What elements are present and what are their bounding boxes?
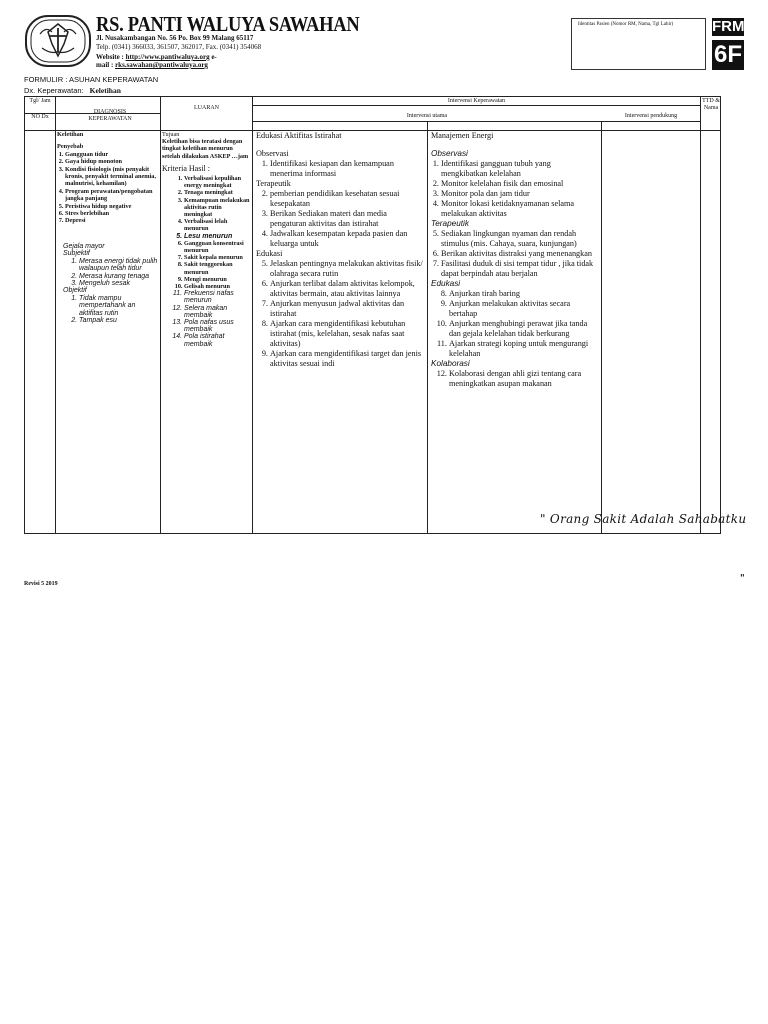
subjektif-label: Subjektif <box>63 250 90 258</box>
kriteria-list <box>162 175 250 348</box>
list-item: 6. Berikan aktivitas distraksi yang menenangkan <box>441 249 598 259</box>
manajemen-energi-cell <box>431 131 598 389</box>
hospital-name: RS. PANTI WALUYA SAWAHAN <box>96 12 360 36</box>
form-code-bottom: 6F <box>713 41 742 68</box>
penyebab-label: Penyebab <box>57 143 84 151</box>
list-item: 6. Stres berlebihan <box>65 210 158 217</box>
observasi-label: Observasi <box>256 149 289 158</box>
list-item: 1. Merasa energi tidak pulih walaupun telah tidur <box>79 258 158 273</box>
objektif-list <box>57 295 158 325</box>
list-item: 7. Sakit kepala menurun <box>184 254 250 261</box>
gejala-label: Gejala mayor <box>63 242 105 250</box>
list-item: 7. Fasilitasi duduk di sisi tempat tidur , jika tidak dapat berpindah atau berjalan <box>441 259 598 279</box>
hospital-logo <box>24 14 92 68</box>
list-item: 1. Identifikasi kesiapan dan kemampuan menerima informasi <box>270 159 424 179</box>
observasi-list <box>256 159 424 179</box>
hospital-phone: Telp. (0341) 366033, 361507, 362017, Fax. (0341) 354068 <box>96 43 262 51</box>
edukasi-label: Edukasi <box>256 249 283 258</box>
terapeutik-label: Terapeutik <box>256 179 291 188</box>
edukasi-label: Edukasi <box>431 279 461 288</box>
list-item: 2. Tampak esu <box>79 317 158 324</box>
luaran-cell <box>162 131 250 348</box>
hospital-website: Website : http://www.pantiwaluya.org e- <box>96 53 217 61</box>
list-item: 3. Mengeluh sesak <box>79 280 158 287</box>
list-item: 4. Program perawatan/pengobatan jangka panjang <box>65 188 158 203</box>
list-item: 5. Peristiwa hidup negative <box>65 203 158 210</box>
email-link[interactable]: rks.sawahan@pantiwaluya.org <box>115 61 208 69</box>
list-item: 1. Gangguan tidur <box>65 151 158 158</box>
list-item: 8. Ajarkan cara mengidentifikasi kebutuhan istirahat (mis, kelelahan, sesak nafas saat aktivitas) <box>270 319 424 349</box>
list-item: 6. Gangguan konsentrasi menurun <box>184 240 250 254</box>
dx-line <box>24 86 121 95</box>
edukasi-list <box>431 289 598 359</box>
observasi-list <box>431 159 598 219</box>
list-item: 5. Lesu menurun <box>184 233 250 240</box>
tujuan-text: Keletihan bisa teratasi dengan tingkat keletihan menurun setelah dilakukan ASKEP …jam <box>162 138 249 160</box>
subjektif-list <box>57 258 158 288</box>
hospital-address: Jl. Nusakambangan No. 56 Po. Box 99 Malang 65117 <box>96 34 254 42</box>
kolaborasi-list <box>431 369 598 389</box>
list-item: 2. Monitor kelelahan fisik dan emosinal <box>441 179 598 189</box>
list-item: 9. Mengi menurun <box>184 276 250 283</box>
header-luaran: LUARAN <box>194 105 219 111</box>
objektif-label: Objektif <box>63 287 87 295</box>
list-item: 11. Frekuensi nafas menurun <box>184 290 250 304</box>
list-item: 13. Pola nafas usus membaik <box>184 319 250 333</box>
list-item: 2. pemberian pendidikan kesehatan sesuai kesepakatan <box>270 189 424 209</box>
form-code-top: FRM <box>712 18 745 35</box>
ttd-cell[interactable] <box>701 131 720 533</box>
list-item: 9. Anjurkan melakukan aktivitas secara bertahap <box>449 299 598 319</box>
edukasi-list <box>256 259 424 369</box>
list-item: 14. Pola istirahat membaik <box>184 333 250 347</box>
header-intervensi-pendukung: Intervensi pendukung <box>624 113 678 119</box>
header-intervensi: Intervensi Keperawatan <box>447 98 506 104</box>
list-item: 7. Anjurkan menyusun jadwal aktivitas dan istirahat <box>270 299 424 319</box>
tujuan-label: Tujuan <box>162 131 180 138</box>
list-item: 1. Tidak mampu mempertahank an aktifitas rutin <box>79 295 158 317</box>
patient-identity-box[interactable] <box>571 18 706 70</box>
list-item: 10. Gelisah menurun <box>184 283 250 290</box>
list-item: 12. Kolaborasi dengan ahli gizi tentang cara meningkatkan asupan makanan <box>449 369 598 389</box>
list-item: 1. Verbalisasi kepulihan energy meningkat <box>184 175 250 189</box>
list-item: 2. Gaya hidup monoton <box>65 158 158 165</box>
edukasi-aktifitas-title: Edukasi Aktifitas Istirahat <box>256 131 342 140</box>
website-link[interactable]: http://www.pantiwaluya.org <box>125 53 210 61</box>
dx-value: Keletihan <box>89 86 121 95</box>
list-item: 3. Berikan Sediakan materi dan media pengaturan aktivitas dan istirahat <box>270 209 424 229</box>
list-item: 2. Tenaga meningkat <box>184 189 250 196</box>
list-item: 2. Merasa kurang tenaga <box>79 273 158 280</box>
header-diagnosis: DIAGNOSIS KEPERAWATAN <box>88 109 132 122</box>
revision-label: Revisi 5 2019 <box>24 581 58 587</box>
header-intervensi-utama: Intervensi utama <box>406 113 448 119</box>
list-item: 3. Kondisi fisiologis (mis penyakit kronis, penyakit terminal anemia, malnutrisi, kehamilan) <box>65 166 158 188</box>
list-item: 4. Jadwalkan kesempatan kepada pasien dan keluarga untuk <box>270 229 424 249</box>
list-item: 12. Selera makan membaik <box>184 305 250 319</box>
list-item: 8. Sakit tenggorokan menurun <box>184 261 250 275</box>
list-item: 6. Anjurkan terlibat dalam aktivitas kelompok, aktivitas bermain, atau aktivitas lainnya <box>270 279 424 299</box>
kolaborasi-label: Kolaborasi <box>431 359 470 368</box>
header-ttd: TTD & Nama <box>702 98 720 111</box>
header-tgl-jam: Tgl/ Jam <box>29 98 51 104</box>
terapeutik-list <box>256 189 424 249</box>
patient-identity-label: Identitas Pasien (Nomor RM, Nama, Tgl Lahir) <box>578 22 674 27</box>
edukasi-aktifitas-cell <box>256 131 424 369</box>
kriteria-label: Kriteria Hasil : <box>162 163 210 173</box>
penyebab-list <box>57 151 158 225</box>
list-item: 9. Ajarkan cara mengidentifikasi target dan jenis aktivitas sesuai indi <box>270 349 424 369</box>
list-item: 3. Kemampuan melakukan aktivitas rutin meningkat <box>184 197 250 219</box>
list-item: 3. Monitor pola dan jam tidur <box>441 189 598 199</box>
diagnosis-cell <box>57 131 158 324</box>
manajemen-energi-title: Manajemen Energi <box>431 131 494 140</box>
list-item: 1. Identifikasi gangguan tubuh yang mengkibatkan kelelahan <box>441 159 598 179</box>
list-item: 11. Ajarkan strategi koping untuk mengurangi kelelahan <box>449 339 598 359</box>
diagnosis-title: Keletihan <box>57 131 84 138</box>
hospital-motto: " Orang Sakit Adalah Sahabatku <box>540 512 747 526</box>
list-item: 10. Anjurkan menghubingi perawat jika tanda dan gejala kelelahan tidak berkurang <box>449 319 598 339</box>
form-title: FORMULIR : ASUHAN KEPERAWATAN <box>24 75 159 84</box>
list-item: 7. Depresi <box>65 217 158 224</box>
quote-mark: " <box>740 574 745 584</box>
terapeutik-list <box>431 229 598 279</box>
header-no-dx: NO Dx <box>31 114 49 120</box>
list-item: 8. Anjurkan tirah baring <box>449 289 598 299</box>
intervensi-pendukung-cell[interactable] <box>602 131 700 533</box>
list-item: 5. Jelaskan pentingnya melakukan aktivitas fisik/ olahraga secara rutin <box>270 259 424 279</box>
list-item: 4. Verbalisasi lelah menurun <box>184 218 250 232</box>
observasi-label: Observasi <box>431 149 468 158</box>
list-item: 5. Sediakan lingkungan nyaman dan rendah stimulus (mis. Cahaya, suara, kunjungan) <box>441 229 598 249</box>
care-plan-table <box>24 96 721 534</box>
hospital-email: mail : rks.sawahan@pantiwaluya.org <box>96 61 208 69</box>
list-item: 4. Monitor lokasi ketidaknyamanan selama melakukan aktivitas <box>441 199 598 219</box>
dx-label: Dx. Keperawatan: <box>24 86 84 95</box>
terapeutik-label: Terapeutik <box>431 219 469 228</box>
